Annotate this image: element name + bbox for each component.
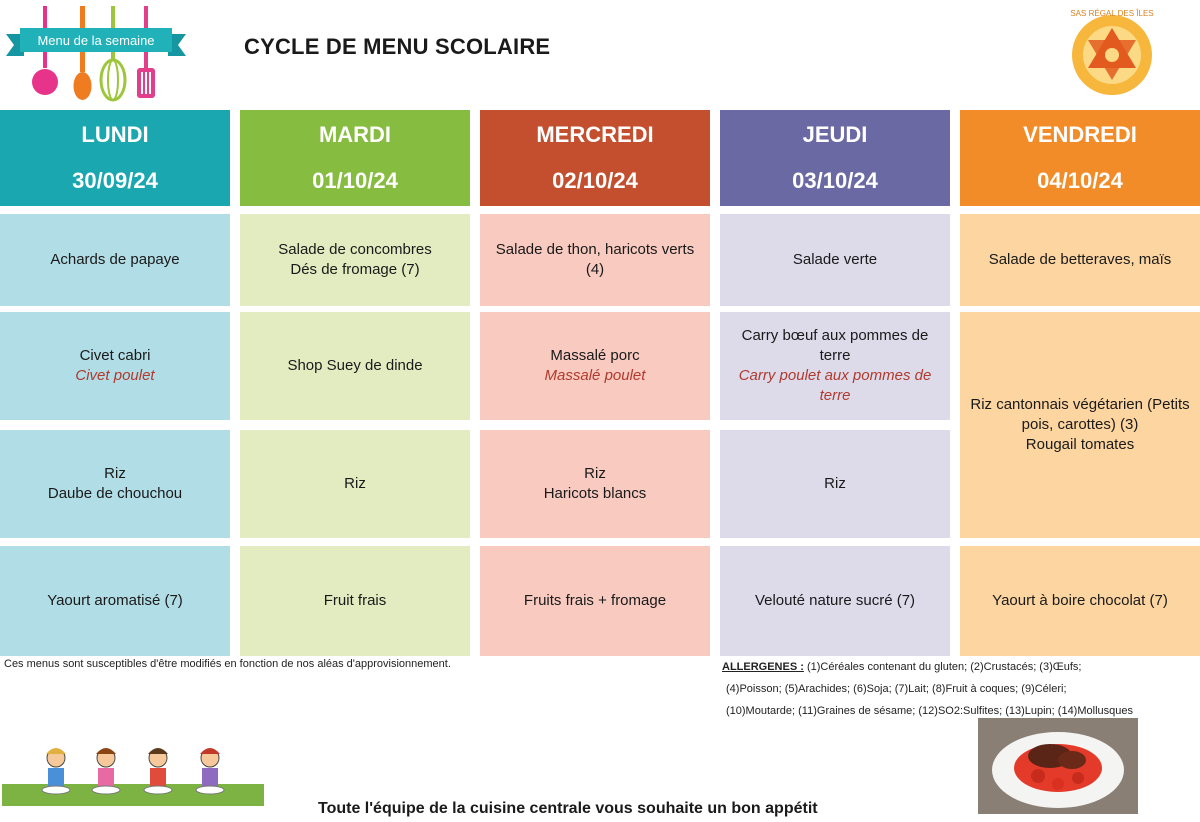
menu-item: Daube de chouchou: [47, 485, 183, 502]
menu-item: Rougail tomates: [1025, 436, 1135, 453]
day-name: JEUDI: [802, 122, 868, 147]
menu-item-alternative: terre: [819, 387, 851, 404]
dessert-cell: [240, 546, 470, 656]
whisk-icon: [101, 6, 125, 100]
spatula-icon: [74, 6, 92, 100]
dessert-cell: [960, 546, 1200, 656]
day-date: 03/10/24: [792, 168, 878, 193]
menu-item: terre: [819, 347, 851, 364]
menu-item: Riz: [104, 465, 126, 482]
day-header-mercredi: [480, 110, 710, 206]
menu-item: Fruit frais: [323, 592, 387, 609]
allergens-line: (10)Moutarde; (11)Graines de sésame; (12)SO2:Sulfites; (13)Lupin; (14)Mollusques: [726, 705, 1133, 717]
menu-item-alternative: Carry poulet aux pommes de: [738, 367, 932, 384]
day-header-vendredi: [960, 110, 1200, 206]
plat-cell: [720, 312, 950, 420]
allergens-legend: [722, 656, 1192, 722]
menu-item: Yaourt aromatisé (7): [47, 592, 183, 609]
menu-item: Riz: [824, 475, 846, 492]
day-date: 02/10/24: [552, 168, 638, 193]
column-vendredi: [960, 110, 1200, 609]
accompagnement-cell: [0, 430, 230, 538]
day-header-lundi: [0, 110, 230, 206]
menu-item: Riz cantonnais végétarien (Petits: [970, 396, 1190, 413]
plat-cell: [960, 312, 1200, 538]
menu-item: Salade de concombres: [278, 241, 432, 258]
menu-item: Shop Suey de dinde: [287, 357, 423, 374]
page-title: CYCLE DE MENU SCOLAIRE: [244, 34, 551, 59]
allergens-line: [722, 656, 1192, 678]
menu-item: Riz: [584, 465, 606, 482]
menu-item: Fruits frais + fromage: [523, 592, 667, 609]
dessert-cell: [480, 546, 710, 656]
children-at-table-illustration: [2, 744, 264, 808]
allergens-text: (1)Céréales contenant du gluten; (2)Crustacés; (3)Œufs;: [803, 661, 1082, 673]
column-lundi: [0, 110, 230, 609]
menu-banner-logo: [6, 6, 186, 102]
child-figure: [144, 748, 172, 794]
entree-cell: [0, 214, 230, 306]
menu-item: Salade de thon, haricots verts: [495, 241, 695, 258]
menu-item: pois, carottes) (3): [1021, 416, 1139, 433]
closing-message: Toute l'équipe de la cuisine centrale vous souhaite un bon appétit: [318, 800, 818, 817]
menu-item: Massalé porc: [550, 347, 640, 364]
child-figure: [42, 748, 70, 794]
menu-item-alternative: Civet poulet: [75, 367, 155, 384]
menu-item: Yaourt à boire chocolat (7): [992, 592, 1168, 609]
day-date: 01/10/24: [312, 168, 398, 193]
menu-item: Carry bœuf aux pommes de: [741, 327, 929, 344]
dish-photo: [978, 718, 1138, 814]
accompagnement-cell: [480, 430, 710, 538]
menu-item: Civet cabri: [79, 347, 151, 364]
entree-cell: [240, 214, 470, 306]
column-mercredi: [480, 110, 710, 609]
menu-item: Salade verte: [792, 251, 878, 268]
column-jeudi: [720, 110, 950, 609]
allergens-title: ALLERGENES :: [722, 661, 804, 673]
day-name: LUNDI: [81, 122, 149, 147]
entree-cell: [720, 214, 950, 306]
entree-cell: [480, 214, 710, 306]
plat-cell: [480, 312, 710, 420]
regal-des-iles-logo: [1062, 6, 1162, 100]
menu-item: Velouté nature sucré (7): [754, 592, 916, 609]
child-figure: [92, 748, 120, 794]
banner-text: Menu de la semaine: [37, 33, 155, 48]
day-date: 30/09/24: [72, 168, 158, 193]
accompagnement-cell: [240, 430, 470, 538]
menu-item: (4): [585, 261, 605, 278]
disclaimer-note: Ces menus sont susceptibles d'être modifiés en fonction de nos aléas d'approvisionnement.: [4, 658, 451, 670]
accompagnement-cell: [720, 430, 950, 538]
menu-item: Salade de betteraves, maïs: [988, 251, 1172, 268]
dessert-cell: [0, 546, 230, 656]
menu-item-alternative: Massalé poulet: [544, 367, 646, 384]
day-name: MARDI: [318, 122, 392, 147]
allergens-line: (4)Poisson; (5)Arachides; (6)Soja; (7)Lait; (8)Fruit à coques; (9)Céleri;: [726, 683, 1067, 695]
child-figure: [196, 748, 224, 794]
day-header-mardi: [240, 110, 470, 206]
menu-item: Dés de fromage (7): [290, 261, 420, 278]
plat-cell: [240, 312, 470, 420]
day-date: 04/10/24: [1037, 168, 1123, 193]
menu-item: Riz: [344, 475, 366, 492]
plat-cell: [0, 312, 230, 420]
menu-item: Achards de papaye: [50, 251, 180, 268]
day-name: VENDREDI: [1023, 122, 1137, 147]
entree-cell: [960, 214, 1200, 306]
dessert-cell: [720, 546, 950, 656]
day-header-jeudi: [720, 110, 950, 206]
logo-text: SAS RÉGAL DES ÎLES: [1070, 9, 1154, 18]
day-name: MERCREDI: [536, 122, 654, 147]
column-mardi: [240, 110, 470, 609]
menu-item: Haricots blancs: [543, 485, 647, 502]
